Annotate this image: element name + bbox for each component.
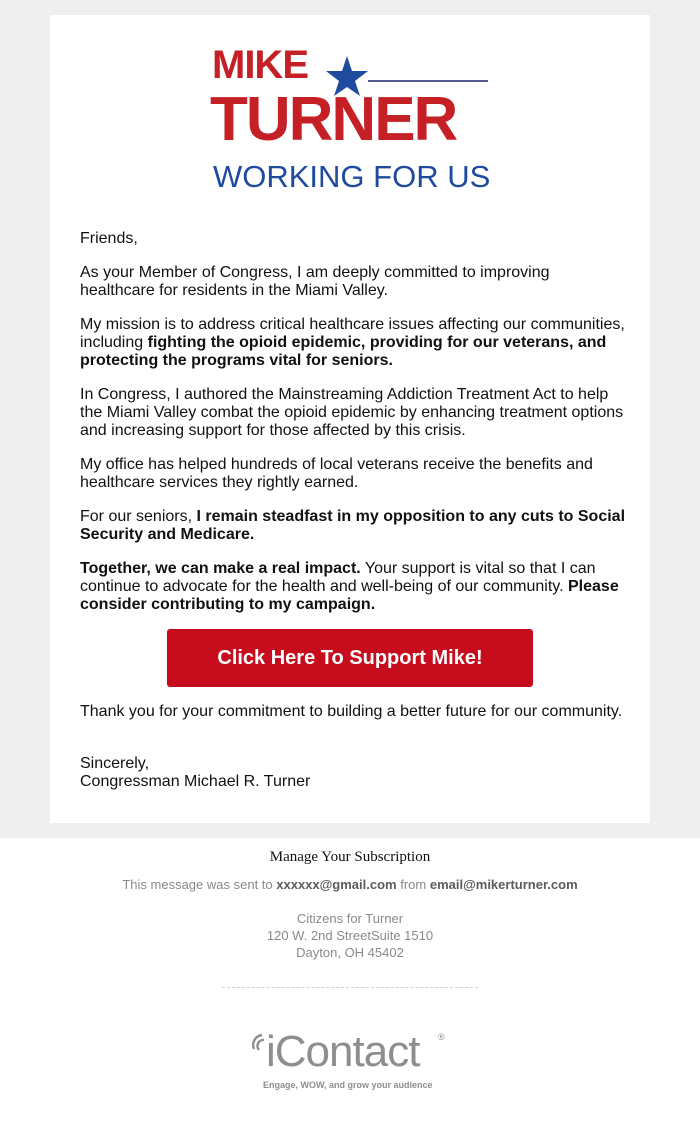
thanks-paragraph: Thank you for your commitment to building a better future for our community.: [80, 703, 623, 720]
email-closing: [80, 703, 625, 791]
email-footer: [0, 838, 700, 1123]
sender-email: email@mikerturner.com: [429, 877, 578, 892]
paragraph-1: As your Member of Congress, I am deeply committed to improving healthcare for residents in the Miami Valley.: [80, 264, 550, 299]
paragraph-5: For our seniors, I remain steadfast in my opposition to any cuts to Social Security and Medicare.: [80, 508, 626, 543]
paragraph-2: My mission is to address critical healthcare issues affecting our communities, including fighting the opioid epidemic, providing for our veterans, and protecting the programs vital for seniors.: [80, 316, 625, 369]
paragraph-6: Together, we can make a real impact. Your support is vital so that I can continue to advocate for the health and well-being of our community. Please consider contributing to my campaign.: [80, 560, 619, 613]
recipient-email: xxxxxx@gmail.com: [276, 877, 397, 892]
greeting: Friends,: [80, 230, 138, 247]
street-address: 120 W. 2nd StreetSuite 1510: [266, 928, 434, 943]
logo-first-name: MIKE: [212, 43, 308, 87]
sent-info: This message was sent to xxxxxx@gmail.com from email@mikerturner.com: [122, 877, 578, 892]
paragraph-4: My office has helped hundreds of local veterans receive the benefits and healthcare services they rightly earned.: [80, 456, 593, 491]
email-body: [80, 230, 625, 630]
logo-rule: [368, 80, 488, 82]
logo-tagline: WORKING FOR US: [213, 159, 491, 194]
signature: Congressman Michael R. Turner: [80, 773, 311, 790]
org-name: Citizens for Turner: [296, 911, 404, 926]
signoff: Sincerely,: [80, 755, 150, 772]
icontact-logo[interactable]: [250, 1028, 450, 1088]
registered-mark: ®: [438, 1032, 445, 1042]
campaign-logo: [212, 35, 492, 195]
mailing-address: [0, 910, 700, 961]
logo-last-name: TURNER: [210, 85, 457, 154]
icontact-tagline: Engage, WOW, and grow your audience: [263, 1080, 433, 1090]
manage-subscription-link[interactable]: Manage Your Subscription: [269, 849, 431, 865]
icontact-wordmark: iContact: [266, 1027, 420, 1076]
footer-divider: [222, 987, 478, 988]
city-state-zip: Dayton, OH 45402: [296, 945, 404, 960]
email-card: [50, 15, 650, 823]
paragraph-3: In Congress, I authored the Mainstreaming Addiction Treatment Act to help the Miami Valley combat the opioid epidemic by enhancing treatment options and increasing support for those affected by this crisis.: [80, 386, 624, 439]
support-mike-button[interactable]: Click Here To Support Mike!: [167, 629, 533, 687]
